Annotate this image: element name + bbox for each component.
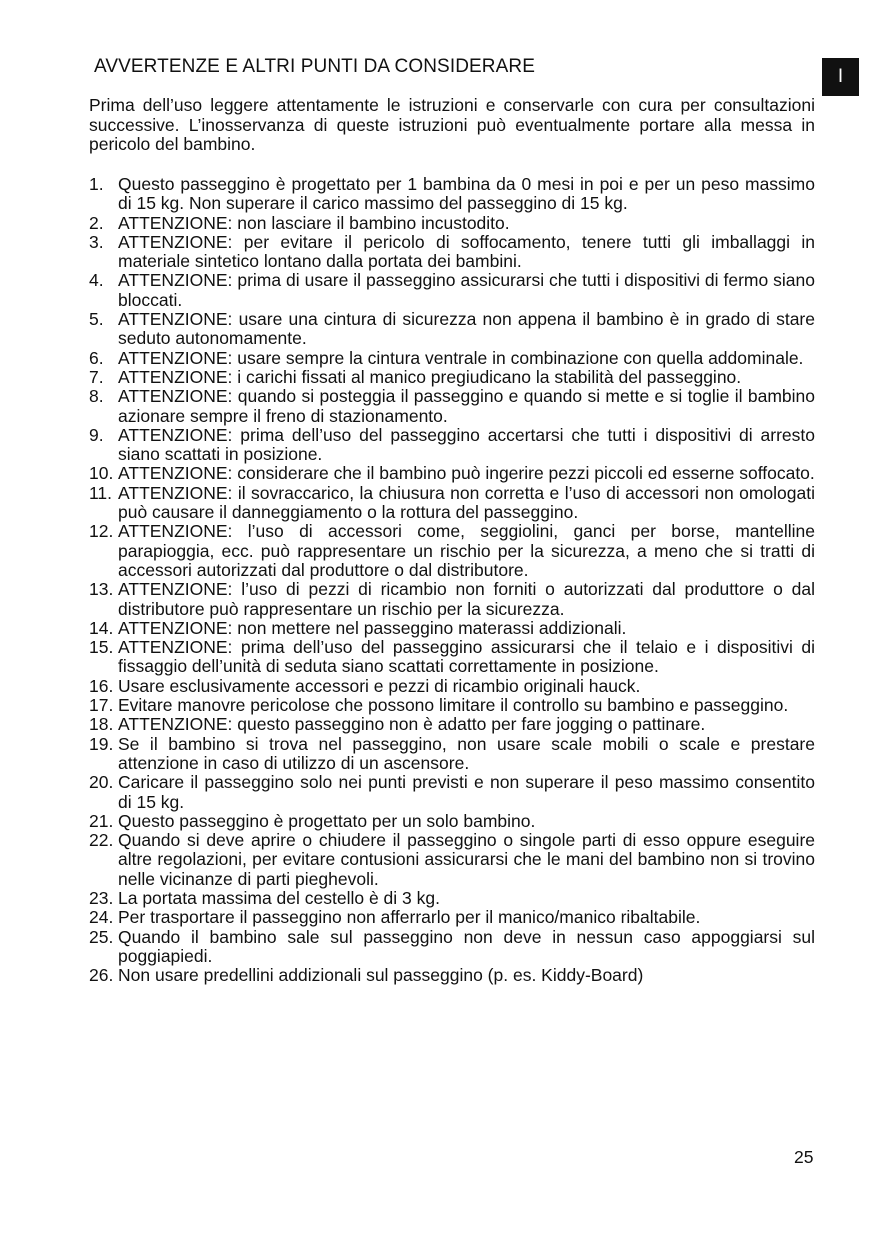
- item-text: ATTENZIONE: per evitare il pericolo di soffocamento, tenere tutti gli imballaggi in materiale sintetico lontano dalla portata dei bambini.: [118, 231, 815, 272]
- list-item: [89, 773, 815, 812]
- item-text: ATTENZIONE: questo passeggino non è adatto per fare jogging o pattinare.: [118, 714, 706, 735]
- item-number: 1.: [89, 174, 104, 194]
- item-number: 17.: [89, 695, 114, 716]
- list-item: [89, 426, 815, 465]
- list-item: [89, 233, 815, 272]
- list-item: [89, 696, 815, 715]
- item-number: 9.: [89, 424, 104, 445]
- list-item: [89, 214, 815, 233]
- list-item: [89, 812, 815, 831]
- list-item: [89, 387, 815, 426]
- item-number: 19.: [89, 733, 114, 754]
- list-item: [89, 484, 815, 523]
- list-item: [89, 310, 815, 349]
- list-item: [89, 464, 815, 483]
- list-item: [89, 368, 815, 387]
- item-number: 4.: [89, 270, 104, 291]
- item-text: Caricare il passeggino solo nei punti previsti e non superare il peso massimo consentito di 15 kg.: [118, 772, 815, 812]
- item-text: Se il bambino si trova nel passeggino, non usare scale mobili o scale e prestare attenzione in caso di utilizzo di un ascensore.: [118, 733, 815, 773]
- item-text: Questo passeggino è progettato per un solo bambino.: [118, 810, 536, 831]
- item-text: ATTENZIONE: usare una cintura di sicurezza non appena il bambino è in grado di stare seduto autonomamente.: [118, 309, 815, 349]
- list-item: [89, 271, 815, 310]
- item-number: 6.: [89, 347, 104, 368]
- item-text: Questo passeggino è progettato per 1 bambina da 0 mesi in poi e per un peso massimo di 15 kg. Non superare il carico massimo del passeggino di 15 kg.: [118, 174, 815, 214]
- item-text: ATTENZIONE: prima dell’uso del passeggino accertarsi che tutti i dispositivi di arresto siano scattati in posizione.: [118, 424, 815, 465]
- item-number: 3.: [89, 231, 104, 252]
- list-item: [89, 580, 815, 619]
- item-text: ATTENZIONE: non lasciare il bambino incustodito.: [118, 212, 510, 233]
- item-number: 23.: [89, 887, 114, 908]
- item-text: Quando si deve aprire o chiudere il passeggino o singole parti di esso oppure eseguire altre regolazioni, per evitare contusioni assicurarsi che le mani del bambino non si trovino nelle vicinanze di parti pieghevoli.: [118, 830, 815, 889]
- list-item: [89, 831, 815, 889]
- item-number: 16.: [89, 675, 114, 696]
- list-item: [89, 908, 815, 927]
- item-number: 24.: [89, 907, 114, 928]
- item-text: ATTENZIONE: considerare che il bambino può ingerire pezzi piccoli ed esserne soffocato.: [118, 463, 815, 484]
- item-text: ATTENZIONE: quando si posteggia il passeggino e quando si mette e si toglie il bambino azionare sempre il freno di stazionamento.: [118, 386, 815, 426]
- list-item: [89, 889, 815, 908]
- item-number: 20.: [89, 772, 114, 793]
- item-number: 21.: [89, 810, 114, 831]
- item-text: ATTENZIONE: il sovraccarico, la chiusura non corretta e l’uso di accessori non omologati può causare il danneggiamento o la rottura del passeggino.: [118, 482, 815, 523]
- item-text: Per trasportare il passeggino non afferrarlo per il manico/manico ribaltabile.: [118, 907, 701, 928]
- language-tab: I: [822, 58, 859, 96]
- item-number: 8.: [89, 386, 104, 407]
- item-number: 22.: [89, 830, 114, 851]
- page-number: 25: [794, 1147, 814, 1167]
- item-text: ATTENZIONE: non mettere nel passeggino materassi addizionali.: [118, 617, 627, 638]
- item-text: Quando il bambino sale sul passeggino non deve in nessun caso appoggiarsi sul poggiapiedi.: [118, 926, 815, 966]
- item-number: 15.: [89, 637, 114, 658]
- item-number: 25.: [89, 926, 114, 947]
- item-number: 18.: [89, 714, 114, 735]
- item-text: ATTENZIONE: prima dell’uso del passeggino assicurarsi che il telaio e i dispositivi di fissaggio dell’unità di seduta siano scattati correttamente in posizione.: [118, 637, 815, 677]
- page-title: AVVERTENZE E ALTRI PUNTI DA CONSIDERARE: [94, 56, 535, 77]
- list-item: [89, 735, 815, 774]
- item-number: 2.: [89, 212, 104, 233]
- list-item: [89, 928, 815, 967]
- list-item: [89, 715, 815, 734]
- intro-paragraph: Prima dell’uso leggere attentamente le istruzioni e conservarle con cura per consultazioni successive. L’inosservanza di queste istruzioni può eventualmente portare alla messa in pericolo del bambino.: [89, 95, 815, 154]
- item-text: Usare esclusivamente accessori e pezzi di ricambio originali hauck.: [118, 675, 641, 696]
- item-text: ATTENZIONE: l’uso di accessori come, seggiolini, ganci per borse, mantelline parapioggia, ecc. può rappresentare un rischio per la sicurezza, a meno che si tratti di accessori autorizzati dal produttore o dal distributore.: [118, 521, 815, 580]
- item-text: ATTENZIONE: usare sempre la cintura ventrale in combinazione con quella addominale.: [118, 347, 804, 368]
- item-text: La portata massima del cestello è di 3 kg.: [118, 887, 440, 908]
- item-number: 12.: [89, 521, 114, 542]
- item-number: 5.: [89, 309, 104, 330]
- list-item: [89, 349, 815, 368]
- item-text: ATTENZIONE: l’uso di pezzi di ricambio non forniti o autorizzati dal produttore o dal distributore può rappresentare un rischio per la sicurezza.: [118, 579, 815, 619]
- item-text: ATTENZIONE: prima di usare il passeggino assicurarsi che tutti i dispositivi di fermo siano bloccati.: [118, 270, 815, 310]
- item-number: 7.: [89, 366, 104, 387]
- list-item: [89, 522, 815, 580]
- item-number: 13.: [89, 579, 114, 600]
- item-number: 11.: [89, 482, 113, 503]
- item-number: 26.: [89, 965, 114, 986]
- item-number: 14.: [89, 617, 114, 638]
- list-item: [89, 638, 815, 677]
- list-item: [89, 619, 815, 638]
- list-item: [89, 966, 815, 985]
- list-item: [89, 175, 815, 214]
- item-text: Non usare predellini addizionali sul passeggino (p. es. Kiddy-Board): [118, 965, 644, 986]
- warnings-list: [89, 175, 815, 985]
- item-text: ATTENZIONE: i carichi fissati al manico pregiudicano la stabilità del passeggino.: [118, 366, 742, 387]
- list-item: [89, 677, 815, 696]
- item-text: Evitare manovre pericolose che possono limitare il controllo su bambino e passeggino.: [118, 695, 789, 716]
- item-number: 10.: [89, 463, 114, 484]
